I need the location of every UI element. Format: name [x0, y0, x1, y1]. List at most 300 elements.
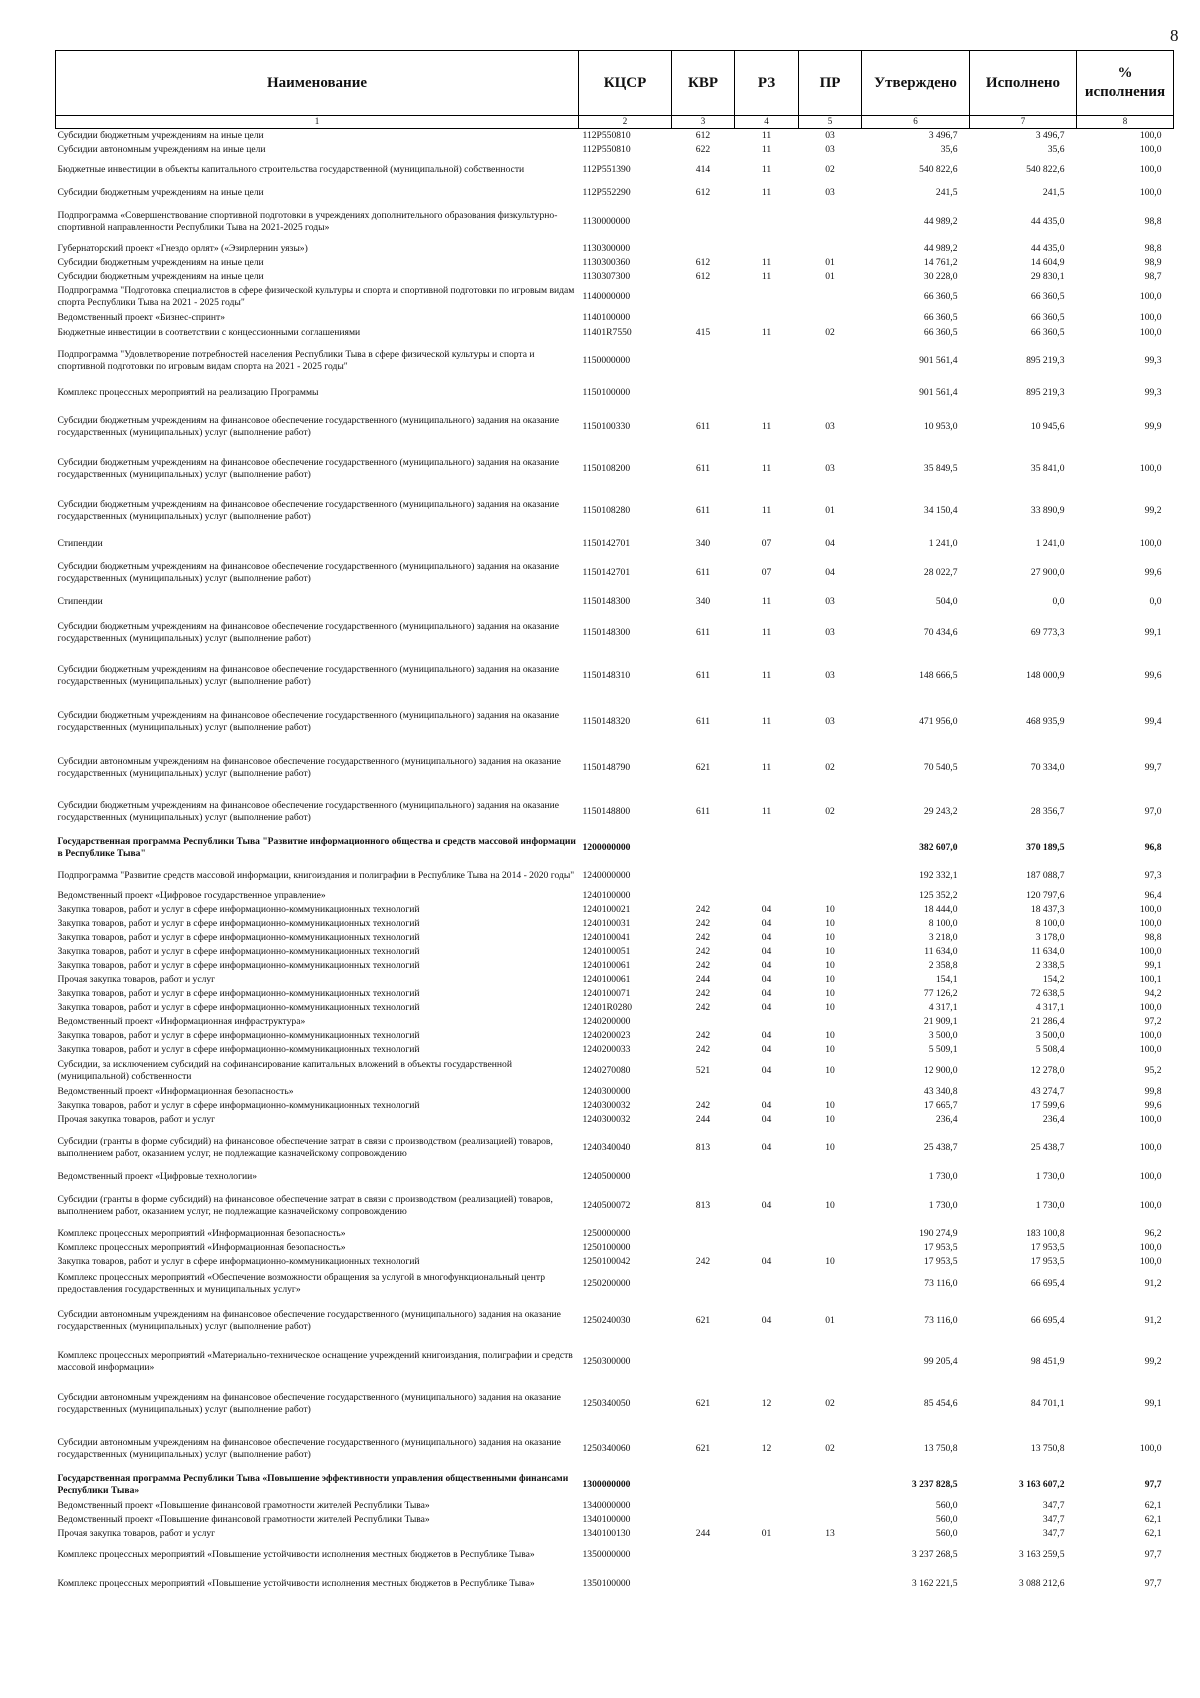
row-executed: 3 178,0: [1035, 931, 1065, 943]
row-name: Стипендии: [57, 595, 103, 607]
row-rz: [735, 381, 799, 405]
table-row: [56, 1343, 1174, 1381]
row-name: Субсидии, за исключением субсидий на софинансирование капитальных вложений в объекты государственной (муниципальной) собственности: [57, 1058, 512, 1082]
row-kcsr: 12401R0280: [582, 1001, 633, 1013]
row-approved: 901 561,4: [919, 354, 958, 366]
table-row: [56, 129, 1174, 143]
row-executed: 8 100,0: [1035, 917, 1065, 929]
row-rz: 11: [761, 420, 772, 432]
row-kcsr: 1150000000: [582, 354, 631, 366]
row-kcsr: 1150142701: [582, 537, 631, 549]
row-executed: 66 360,5: [1030, 311, 1065, 323]
row-kvr: 813: [695, 1141, 711, 1153]
row-pr: 10: [825, 959, 835, 971]
row-kvr: 612: [695, 186, 711, 198]
table-row: [56, 1255, 1174, 1269]
table-row: [56, 1113, 1174, 1127]
header-executed: Исполнено: [970, 51, 1077, 116]
row-percent: 62,1: [1144, 1527, 1162, 1539]
row-kcsr: 1140000000: [582, 291, 631, 302]
row-percent: 100,0: [1139, 129, 1162, 141]
row-percent: 99,2: [1144, 504, 1162, 516]
row-name: Субсидии бюджетным учреждениям на финансовое обеспечение государственного (муниципального) задания на оказание государственных (муниципальных) услуг (выполнение работ): [57, 414, 560, 438]
row-name: Субсидии бюджетным учреждениям на финансовое обеспечение государственного (муниципального) задания на оказание государственных (муниципальных) услуг (выполнение работ): [57, 709, 560, 733]
row-kcsr: 11401R7550: [582, 326, 632, 338]
row-kcsr: 112P550810: [582, 143, 631, 155]
row-kcsr: 1130307300: [582, 270, 631, 282]
table-row: [56, 1029, 1174, 1043]
row-pr: [799, 889, 862, 903]
row-approved: 8 100,0: [928, 917, 958, 929]
row-kvr: 242: [695, 1255, 711, 1267]
table-row: [56, 889, 1174, 903]
row-name: Государственная программа Республики Тыва «Повышение эффективности управления общественными финансами Республики Тыва»: [57, 1472, 569, 1496]
row-percent: 100,0: [1139, 903, 1162, 915]
row-approved: 99 205,4: [923, 1355, 958, 1367]
row-pr: [799, 1085, 862, 1099]
row-kcsr: 1250300000: [582, 1355, 631, 1367]
row-rz: [735, 1499, 799, 1513]
table-body: [56, 129, 1174, 1599]
table-row: [56, 959, 1174, 973]
row-rz: [735, 284, 799, 311]
row-rz: 11: [761, 129, 772, 141]
column-number: 1: [56, 116, 579, 129]
row-approved: 17 953,5: [923, 1255, 958, 1267]
row-executed: 72 638,5: [1030, 987, 1065, 999]
row-rz: 04: [761, 1064, 772, 1076]
table-row: [56, 917, 1174, 931]
row-percent: 100,0: [1139, 164, 1162, 175]
row-approved: 504,0: [935, 595, 958, 607]
row-kvr: [672, 833, 735, 863]
row-approved: 1 730,0: [928, 1199, 958, 1211]
row-kvr: 622: [695, 143, 711, 155]
row-approved: 236,4: [935, 1113, 958, 1125]
row-kvr: 242: [695, 945, 711, 957]
table-row: [56, 1299, 1174, 1343]
row-rz: 04: [761, 903, 772, 915]
row-kcsr: 1240200023: [582, 1029, 631, 1041]
column-number: 5: [799, 116, 862, 129]
row-pr: 04: [825, 566, 835, 578]
row-kcsr: 1150108280: [582, 504, 631, 516]
row-name: Бюджетные инвестиции в объекты капитального строительства государственной (муниципальной) собственности: [57, 164, 525, 175]
budget-execution-table: [55, 50, 1174, 1599]
row-approved: 2 358,8: [928, 959, 958, 971]
row-percent: 99,6: [1144, 566, 1162, 578]
row-pr: 03: [825, 595, 835, 607]
row-executed: 370 189,5: [1026, 841, 1065, 853]
row-kcsr: 1240300032: [582, 1113, 631, 1125]
row-rz: [735, 1541, 799, 1569]
row-name: Субсидии (гранты в форме субсидий) на финансовое обеспечение затрат в связи с производством (реализацией) товаров, выполнением работ, оказанием услуг, не подлежащие казначейскому сопровождению: [57, 1193, 553, 1217]
row-percent: 91,2: [1144, 1314, 1162, 1326]
row-executed: 148 000,9: [1026, 669, 1065, 681]
row-rz: 01: [761, 1527, 772, 1539]
row-percent: 99,3: [1144, 354, 1162, 366]
row-name: Субсидии автономным учреждениям на финансовое обеспечение государственного (муниципального) задания на оказание государственных (муниципальных) услуг (выполнение работ): [57, 1308, 561, 1332]
row-kvr: 242: [695, 1099, 711, 1111]
row-kvr: 611: [695, 715, 711, 727]
row-approved: 471 956,0: [919, 715, 958, 727]
row-name: Прочая закупка товаров, работ и услуг: [57, 1113, 216, 1125]
row-percent: 100,0: [1139, 1170, 1162, 1182]
table-row: [56, 341, 1174, 381]
row-percent: 99,4: [1144, 715, 1162, 727]
row-kcsr: 1240100061: [582, 959, 631, 971]
row-kcsr: 1250200000: [582, 1277, 631, 1289]
row-executed: 17 599,6: [1030, 1099, 1065, 1111]
row-percent: 95,2: [1144, 1064, 1162, 1076]
row-kcsr: 1130000000: [582, 215, 631, 227]
row-percent: 100,0: [1139, 311, 1162, 323]
table-row: [56, 1569, 1174, 1599]
table-row: [56, 157, 1174, 184]
row-approved: 560,0: [935, 1499, 958, 1511]
row-approved: 4 317,1: [928, 1001, 958, 1013]
row-executed: 70 334,0: [1030, 761, 1065, 773]
row-pr: 04: [825, 537, 835, 549]
row-name: Комплекс процессных мероприятий «Обеспечение возможности обращения за услугой в многофункциональный центр предоставления государственных и муниципальных услуг»: [57, 1271, 546, 1295]
row-pr: [799, 381, 862, 405]
row-name: Закупка товаров, работ и услуг в сфере информационно-коммуникационных технологий: [57, 903, 420, 915]
row-approved: 14 761,2: [923, 256, 958, 268]
row-approved: 66 360,5: [923, 311, 958, 323]
row-kvr: 244: [695, 1113, 711, 1125]
row-executed: 21 286,4: [1030, 1015, 1065, 1027]
row-executed: 540 822,6: [1026, 164, 1065, 175]
row-kcsr: 1130300000: [582, 242, 631, 254]
row-approved: 3 237 268,5: [911, 1548, 958, 1560]
row-executed: 17 953,5: [1030, 1255, 1065, 1267]
table-row: [56, 1001, 1174, 1015]
row-executed: 3 496,7: [1035, 129, 1065, 141]
row-executed: 66 360,5: [1030, 326, 1065, 338]
row-name: Закупка товаров, работ и услуг в сфере информационно-коммуникационных технологий: [57, 1255, 420, 1267]
row-pr: 03: [825, 143, 835, 155]
row-kvr: [672, 863, 735, 889]
row-executed: 1 730,0: [1035, 1199, 1065, 1211]
table-row: [56, 1527, 1174, 1541]
row-name: Закупка товаров, работ и услуг в сфере информационно-коммуникационных технологий: [57, 1099, 420, 1111]
column-number-row: [56, 116, 1174, 129]
row-percent: 97,3: [1144, 869, 1162, 881]
row-name: Закупка товаров, работ и услуг в сфере информационно-коммуникационных технологий: [57, 945, 420, 957]
table-row: [56, 1471, 1174, 1499]
row-kcsr: 1250000000: [582, 1227, 631, 1239]
row-kvr: 242: [695, 1043, 711, 1055]
row-executed: 10 945,6: [1030, 420, 1065, 432]
row-kcsr: 1240100031: [582, 917, 631, 929]
row-executed: 14 604,9: [1030, 256, 1065, 268]
row-pr: 03: [825, 129, 835, 141]
row-executed: 43 274,7: [1030, 1085, 1065, 1097]
row-kvr: 242: [695, 1029, 711, 1041]
row-kvr: 521: [695, 1064, 711, 1076]
row-pr: 10: [825, 1113, 835, 1125]
table-row: [56, 202, 1174, 242]
row-pr: [799, 833, 862, 863]
row-approved: 43 340,8: [923, 1085, 958, 1097]
row-approved: 540 822,6: [919, 164, 958, 175]
row-executed: 3 088 212,6: [1018, 1577, 1065, 1589]
row-pr: 10: [825, 1001, 835, 1013]
row-percent: 99,6: [1144, 1099, 1162, 1111]
row-pr: 10: [825, 1199, 835, 1211]
row-pr: [799, 1541, 862, 1569]
row-kvr: 242: [695, 903, 711, 915]
row-kcsr: 1150148800: [582, 805, 631, 817]
row-pr: 10: [825, 1043, 835, 1055]
row-pr: [799, 311, 862, 325]
row-executed: 66 695,4: [1030, 1277, 1065, 1289]
table-row: [56, 745, 1174, 791]
table-row: [56, 533, 1174, 555]
row-executed: 11 634,0: [1031, 945, 1065, 957]
row-rz: [735, 833, 799, 863]
row-pr: 03: [825, 186, 835, 198]
header-rz: РЗ: [735, 51, 799, 116]
row-kvr: 244: [695, 1527, 711, 1539]
row-pr: 10: [825, 945, 835, 957]
table-row: [56, 1169, 1174, 1185]
row-rz: 11: [761, 761, 772, 773]
row-approved: 17 953,5: [923, 1241, 958, 1253]
row-name: Ведомственный проект «Цифровое государственное управление»: [57, 889, 326, 901]
row-executed: 895 219,3: [1026, 386, 1065, 398]
row-executed: 17 953,5: [1030, 1241, 1065, 1253]
row-name: Комплекс процессных мероприятий «Информационная безопасность»: [57, 1241, 346, 1253]
row-pr: 10: [825, 987, 835, 999]
row-rz: [735, 1513, 799, 1527]
row-name: Прочая закупка товаров, работ и услуг: [57, 1527, 216, 1539]
row-pr: [799, 863, 862, 889]
row-name: Комплекс процессных мероприятий на реализацию Программы: [57, 386, 319, 398]
row-approved: 18 444,0: [923, 903, 958, 915]
row-kcsr: 112P550810: [582, 129, 631, 141]
row-kvr: [672, 1343, 735, 1381]
table-row: [56, 903, 1174, 917]
row-executed: 66 360,5: [1030, 291, 1065, 302]
row-kvr: [672, 1169, 735, 1185]
table-row: [56, 1499, 1174, 1513]
table-row: [56, 143, 1174, 157]
row-pr: 01: [825, 1314, 835, 1326]
row-approved: 73 116,0: [924, 1314, 958, 1326]
row-percent: 98,8: [1144, 242, 1162, 254]
row-name: Губернаторский проект «Гнездо орлят» («Эзирлернин уязы»): [57, 242, 308, 254]
table-row: [56, 489, 1174, 533]
row-pr: 10: [825, 917, 835, 929]
row-executed: 1 241,0: [1035, 537, 1065, 549]
column-number: 3: [672, 116, 735, 129]
row-rz: 04: [761, 1001, 772, 1013]
row-rz: [735, 889, 799, 903]
row-percent: 62,1: [1144, 1499, 1162, 1511]
row-kvr: [672, 341, 735, 381]
row-kvr: [672, 242, 735, 256]
row-name: Закупка товаров, работ и услуг в сфере информационно-коммуникационных технологий: [57, 931, 420, 943]
table-row: [56, 863, 1174, 889]
row-name: Подпрограмма "Удовлетворение потребностей населения Республики Тыва в сфере физической культуры и спорта и спортивной подготовки по игровым видам спорта на 2021 - 2025 годы": [57, 348, 535, 372]
row-rz: 11: [761, 462, 772, 474]
row-name: Субсидии автономным учреждениям на финансовое обеспечение государственного (муниципального) задания на оказание государственных (муниципальных) услуг (выполнение работ): [57, 1436, 561, 1460]
table-row: [56, 973, 1174, 987]
row-rz: 07: [761, 537, 772, 549]
row-approved: 35,6: [940, 143, 958, 155]
row-kvr: 611: [695, 420, 711, 432]
row-rz: [735, 1169, 799, 1185]
row-name: Субсидии бюджетным учреждениям на иные цели: [57, 129, 264, 141]
row-executed: 25 438,7: [1030, 1141, 1065, 1153]
table-row: [56, 184, 1174, 202]
row-rz: 11: [761, 186, 772, 198]
header-kvr: КВР: [672, 51, 735, 116]
row-kvr: [672, 202, 735, 242]
table-row: [56, 555, 1174, 591]
row-executed: 183 100,8: [1026, 1227, 1065, 1239]
row-executed: 1 730,0: [1035, 1170, 1065, 1182]
row-approved: 35 849,5: [923, 462, 958, 474]
row-approved: 560,0: [935, 1513, 958, 1525]
table-row: [56, 1127, 1174, 1169]
row-name: Бюджетные инвестиции в соответствии с концессионными соглашениями: [57, 326, 361, 338]
row-executed: 3 163 259,5: [1018, 1548, 1065, 1560]
row-percent: 98,9: [1144, 256, 1162, 268]
row-executed: 5 508,4: [1035, 1043, 1065, 1055]
row-approved: 3 237 828,5: [911, 1478, 958, 1490]
table-row: [56, 1227, 1174, 1241]
row-pr: 10: [825, 1029, 835, 1041]
row-rz: 04: [761, 973, 772, 985]
row-executed: 28 356,7: [1030, 805, 1065, 817]
row-name: Ведомственный проект «Бизнес-спринт»: [57, 311, 226, 323]
row-percent: 97,2: [1144, 1015, 1162, 1027]
row-kvr: [672, 1269, 735, 1299]
row-kcsr: 1130300360: [582, 256, 631, 268]
row-percent: 97,0: [1144, 805, 1162, 817]
row-rz: 11: [761, 595, 772, 607]
row-percent: 98,7: [1144, 270, 1162, 282]
row-rz: [735, 242, 799, 256]
row-kcsr: 1350100000: [582, 1577, 631, 1589]
row-executed: 187 088,7: [1026, 869, 1065, 881]
row-approved: 3 496,7: [928, 129, 958, 141]
row-name: Субсидии бюджетным учреждениям на финансовое обеспечение государственного (муниципального) задания на оказание государственных (муниципальных) услуг (выполнение работ): [57, 663, 560, 687]
row-approved: 12 900,0: [923, 1064, 958, 1076]
row-percent: 94,2: [1144, 987, 1162, 999]
row-pr: 03: [825, 462, 835, 474]
row-approved: 13 750,8: [923, 1442, 958, 1454]
row-approved: 10 953,0: [923, 420, 958, 432]
row-rz: 11: [761, 143, 772, 155]
row-kcsr: 1250340060: [582, 1442, 631, 1454]
row-pr: 03: [825, 626, 835, 638]
row-pr: 10: [825, 973, 835, 985]
row-approved: 125 352,2: [919, 889, 958, 901]
row-percent: 99,3: [1144, 386, 1162, 398]
row-kvr: 242: [695, 917, 711, 929]
row-rz: [735, 202, 799, 242]
header-percent: % исполнения: [1077, 51, 1174, 116]
row-kcsr: 1240300000: [582, 1085, 631, 1097]
row-percent: 0,0: [1149, 595, 1162, 607]
row-pr: 02: [825, 1442, 835, 1454]
row-rz: [735, 1085, 799, 1099]
row-kcsr: 1240100051: [582, 945, 631, 957]
row-percent: 97,7: [1144, 1548, 1162, 1560]
row-pr: 01: [825, 270, 835, 282]
row-name: Комплекс процессных мероприятий «Материально-техническое оснащение учреждений книгоиздания, полиграфии и средств массовой информации»: [57, 1349, 573, 1373]
row-kcsr: 1300000000: [582, 1478, 631, 1490]
row-rz: 04: [761, 959, 772, 971]
row-name: Ведомственный проект «Повышение финансовой грамотности жителей Республики Тыва»: [57, 1513, 430, 1525]
row-percent: 99,2: [1144, 1355, 1162, 1367]
row-kvr: [672, 1541, 735, 1569]
column-number: 8: [1077, 116, 1174, 129]
row-percent: 96,8: [1144, 841, 1162, 853]
column-number: 2: [579, 116, 672, 129]
header-name: Наименование: [56, 51, 579, 116]
row-pr: 02: [825, 1397, 835, 1409]
row-kcsr: 1150148320: [582, 715, 631, 727]
row-kvr: 242: [695, 987, 711, 999]
row-rz: [735, 1569, 799, 1599]
table-row: [56, 945, 1174, 959]
row-pr: 10: [825, 1255, 835, 1267]
row-percent: 100,0: [1139, 1001, 1162, 1013]
row-name: Субсидии бюджетным учреждениям на финансовое обеспечение государственного (муниципального) задания на оказание государственных (муниципальных) услуг (выполнение работ): [57, 498, 560, 522]
row-executed: 347,7: [1042, 1527, 1065, 1539]
row-name: Стипендии: [57, 537, 103, 549]
row-name: Комплекс процессных мероприятий «Информационная безопасность»: [57, 1227, 346, 1239]
row-approved: 30 228,0: [923, 270, 958, 282]
row-percent: 98,8: [1144, 215, 1162, 227]
row-name: Субсидии бюджетным учреждениям на финансовое обеспечение государственного (муниципального) задания на оказание государственных (муниципальных) услуг (выполнение работ): [57, 620, 560, 644]
row-kcsr: 1150148310: [582, 669, 631, 681]
row-approved: 29 243,2: [923, 805, 958, 817]
row-rz: 11: [761, 270, 772, 282]
row-kvr: 340: [695, 595, 711, 607]
row-name: Субсидии автономным учреждениям на финансовое обеспечение государственного (муниципального) задания на оказание государственных (муниципальных) услуг (выполнение работ): [57, 1391, 561, 1415]
table-row: [56, 449, 1174, 489]
row-approved: 382 607,0: [919, 841, 958, 853]
row-kvr: [672, 1241, 735, 1255]
row-kcsr: 1150142701: [582, 566, 631, 578]
row-kvr: 621: [695, 1397, 711, 1409]
row-kcsr: 1240270080: [582, 1064, 631, 1076]
row-percent: 100,0: [1139, 291, 1162, 302]
row-approved: 25 438,7: [923, 1141, 958, 1153]
row-name: Субсидии (гранты в форме субсидий) на финансовое обеспечение затрат в связи с производством (реализацией) товаров, выполнением работ, оказанием услуг, не подлежащие казначейскому сопровождению: [57, 1135, 553, 1159]
row-percent: 97,7: [1144, 1577, 1162, 1589]
row-name: Государственная программа Республики Тыва "Развитие информационного общества и средств массовой информации в Республике Тыва": [57, 835, 576, 859]
row-name: Закупка товаров, работ и услуг в сфере информационно-коммуникационных технологий: [57, 959, 420, 971]
row-approved: 1 730,0: [928, 1170, 958, 1182]
row-executed: 35,6: [1047, 143, 1065, 155]
row-approved: 73 116,0: [924, 1277, 958, 1289]
row-kcsr: 1150148300: [582, 595, 631, 607]
row-name: Субсидии бюджетным учреждениям на иные цели: [57, 186, 264, 198]
row-name: Комплекс процессных мероприятий «Повышение устойчивости исполнения местных бюджетов в Республике Тыва»: [57, 1577, 535, 1589]
row-percent: 99,7: [1144, 761, 1162, 773]
row-kvr: 611: [695, 462, 711, 474]
row-kvr: 415: [695, 326, 711, 338]
row-name: Ведомственный проект «Цифровые технологии»: [57, 1170, 258, 1182]
row-approved: 3 500,0: [928, 1029, 958, 1041]
row-rz: [735, 1241, 799, 1255]
